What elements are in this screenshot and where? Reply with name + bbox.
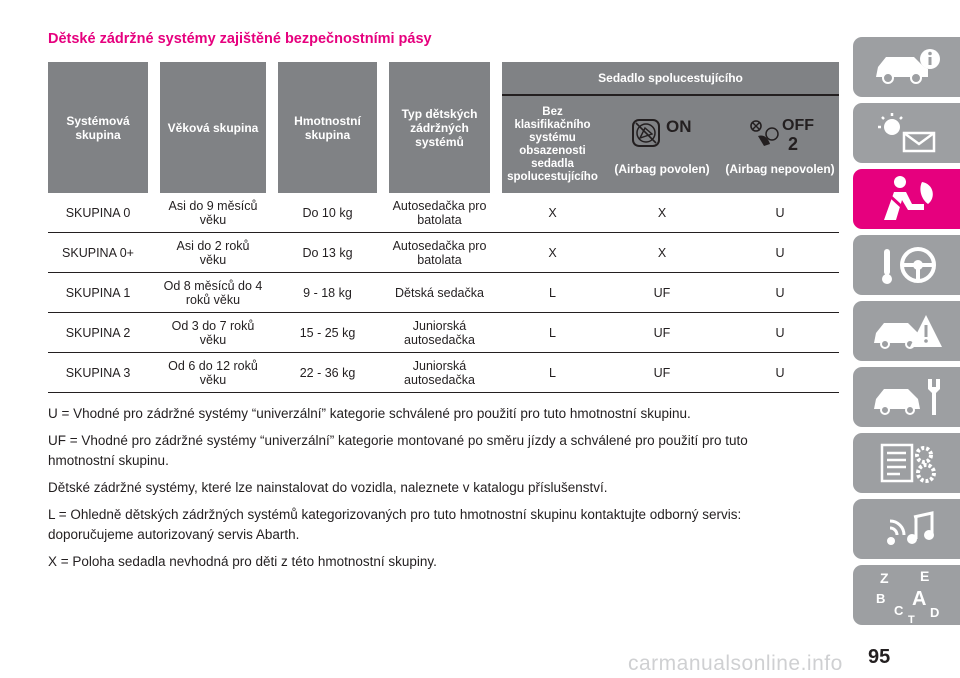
index-letter-d: D xyxy=(929,605,939,620)
cell-no-classification: L xyxy=(502,313,603,353)
cell-airbag-on: UF xyxy=(603,273,721,313)
column-gap xyxy=(377,273,389,313)
seat-airbag-icon xyxy=(870,174,944,224)
airbag-on-icon xyxy=(626,114,698,154)
tab-index[interactable] xyxy=(853,565,960,625)
cell-airbag-off: U xyxy=(721,233,839,273)
car-maintenance-icon xyxy=(870,375,944,419)
header-group: Systémová skupina xyxy=(48,62,148,193)
multimedia-icon xyxy=(870,507,944,551)
header-no-classification: Bez klasifikačního systému obsazenosti sedadla spolucestujícího xyxy=(502,96,603,193)
steering-wheel-icon xyxy=(870,243,944,287)
alphabetical-index-icon xyxy=(870,567,944,623)
cell-no-classification: X xyxy=(502,193,603,233)
cell-group: SKUPINA 0+ xyxy=(48,233,148,273)
cell-age: Asi do 9 měsíců věku xyxy=(160,193,266,233)
cell-age: Od 3 do 7 roků věku xyxy=(160,313,266,353)
page-title: Dětské zádržné systémy zajištěné bezpečnostními pásy xyxy=(48,31,432,47)
column-gap xyxy=(490,313,502,353)
column-gap xyxy=(490,193,502,233)
index-letter-e: E xyxy=(919,568,929,584)
note-paragraph: U = Vhodné pro zádržné systémy “univerzální” kategorie schválené pro použití pro tuto hmotnostní skupinu. xyxy=(48,406,691,421)
column-gap xyxy=(377,353,389,393)
airbag-off-icon xyxy=(744,114,816,154)
airbag-off-text: OFF xyxy=(782,116,814,134)
car-info-icon xyxy=(870,45,944,89)
index-letter-c: C xyxy=(893,603,903,618)
warning-lights-icon xyxy=(870,111,944,155)
tab-warning-lights[interactable] xyxy=(853,103,960,163)
table-row xyxy=(48,193,839,233)
tab-emergency[interactable] xyxy=(853,301,960,361)
airbag-on-label: (Airbag povolen) xyxy=(614,161,710,176)
cell-no-classification: X xyxy=(502,233,603,273)
column-gap xyxy=(377,193,389,233)
column-gap xyxy=(266,233,278,273)
cell-age: Asi do 2 roků věku xyxy=(160,233,266,273)
column-gap xyxy=(490,273,502,313)
column-gap xyxy=(266,193,278,233)
cell-airbag-on: X xyxy=(603,193,721,233)
cell-airbag-on: UF xyxy=(603,313,721,353)
column-gap xyxy=(148,313,160,353)
tab-maintenance[interactable] xyxy=(853,367,960,427)
tab-specifications[interactable] xyxy=(853,433,960,493)
cell-weight: Do 13 kg xyxy=(278,233,377,273)
child-seat-table xyxy=(48,62,839,393)
car-emergency-icon xyxy=(870,309,944,353)
cell-type: Juniorská autosedačka xyxy=(389,353,490,393)
cell-group: SKUPINA 0 xyxy=(48,193,148,233)
airbag-off-number: 2 xyxy=(788,133,799,154)
cell-weight: 9 - 18 kg xyxy=(278,273,377,313)
cell-weight: 15 - 25 kg xyxy=(278,313,377,353)
table-row xyxy=(48,313,839,353)
cell-group: SKUPINA 2 xyxy=(48,313,148,353)
column-gap xyxy=(148,353,160,393)
table-row xyxy=(48,233,839,273)
watermark: carmanualsonline.info xyxy=(628,652,843,675)
cell-type: Autosedačka pro batolata xyxy=(389,193,490,233)
column-gap xyxy=(490,353,502,393)
index-letter-z: Z xyxy=(879,570,889,586)
cell-no-classification: L xyxy=(502,273,603,313)
header-airbag-off xyxy=(721,96,839,193)
cell-weight: Do 10 kg xyxy=(278,193,377,233)
page-number: 95 xyxy=(868,646,891,668)
header-airbag-on xyxy=(603,96,721,193)
cell-airbag-off: U xyxy=(721,273,839,313)
cell-type: Juniorská autosedačka xyxy=(389,313,490,353)
cell-group: SKUPINA 1 xyxy=(48,273,148,313)
index-letter-b: B xyxy=(875,591,885,606)
specifications-icon xyxy=(870,441,944,485)
cell-airbag-off: U xyxy=(721,193,839,233)
column-gap xyxy=(266,313,278,353)
column-gap xyxy=(148,273,160,313)
header-weight: Hmotnostní skupina xyxy=(278,62,377,193)
header-passenger-seat: Sedadlo spolucestujícího xyxy=(502,62,839,96)
chapter-tabs xyxy=(853,37,960,631)
header-type: Typ dětských zádržných systémů xyxy=(389,62,490,193)
cell-airbag-off: U xyxy=(721,353,839,393)
tab-car-info[interactable] xyxy=(853,37,960,97)
table-row xyxy=(48,353,839,393)
cell-weight: 22 - 36 kg xyxy=(278,353,377,393)
index-letter-t: T xyxy=(907,614,915,623)
airbag-on-text: ON xyxy=(666,116,692,136)
note-paragraph: X = Poloha sedadla nevhodná pro děti z této hmotnostní skupiny. xyxy=(48,554,437,569)
cell-type: Dětská sedačka xyxy=(389,273,490,313)
tab-seat-airbag[interactable] xyxy=(853,169,960,229)
column-gap xyxy=(148,233,160,273)
legend-notes xyxy=(48,404,788,579)
cell-group: SKUPINA 3 xyxy=(48,353,148,393)
note-paragraph: UF = Vhodné pro zádržné systémy “univerzální” kategorie montované po směru jízdy a schválené pro použití pro tuto hmotnostní skupinu. xyxy=(48,433,748,468)
tab-multimedia[interactable] xyxy=(853,499,960,559)
cell-airbag-off: U xyxy=(721,313,839,353)
tab-steering[interactable] xyxy=(853,235,960,295)
table-body xyxy=(48,193,839,393)
column-gap xyxy=(266,273,278,313)
index-letter-a: A xyxy=(911,588,926,610)
note-paragraph: L = Ohledně dětských zádržných systémů kategorizovaných pro tuto hmotnostní skupinu kontaktujte odborný servis: doporučujeme autorizovaný servis Abarth. xyxy=(48,507,742,542)
column-gap xyxy=(490,233,502,273)
cell-type: Autosedačka pro batolata xyxy=(389,233,490,273)
cell-no-classification: L xyxy=(502,353,603,393)
cell-age: Od 6 do 12 roků věku xyxy=(160,353,266,393)
cell-airbag-on: X xyxy=(603,233,721,273)
table-row xyxy=(48,273,839,313)
note-paragraph: Dětské zádržné systémy, které lze nainstalovat do vozidla, naleznete v katalogu příslušenství. xyxy=(48,480,608,495)
column-gap xyxy=(266,353,278,393)
column-gap xyxy=(377,313,389,353)
header-age: Věková skupina xyxy=(160,62,266,193)
cell-age: Od 8 měsíců do 4 roků věku xyxy=(160,273,266,313)
column-gap xyxy=(377,233,389,273)
airbag-off-label: (Airbag nepovolen) xyxy=(725,161,835,176)
cell-airbag-on: UF xyxy=(603,353,721,393)
column-gap xyxy=(148,193,160,233)
